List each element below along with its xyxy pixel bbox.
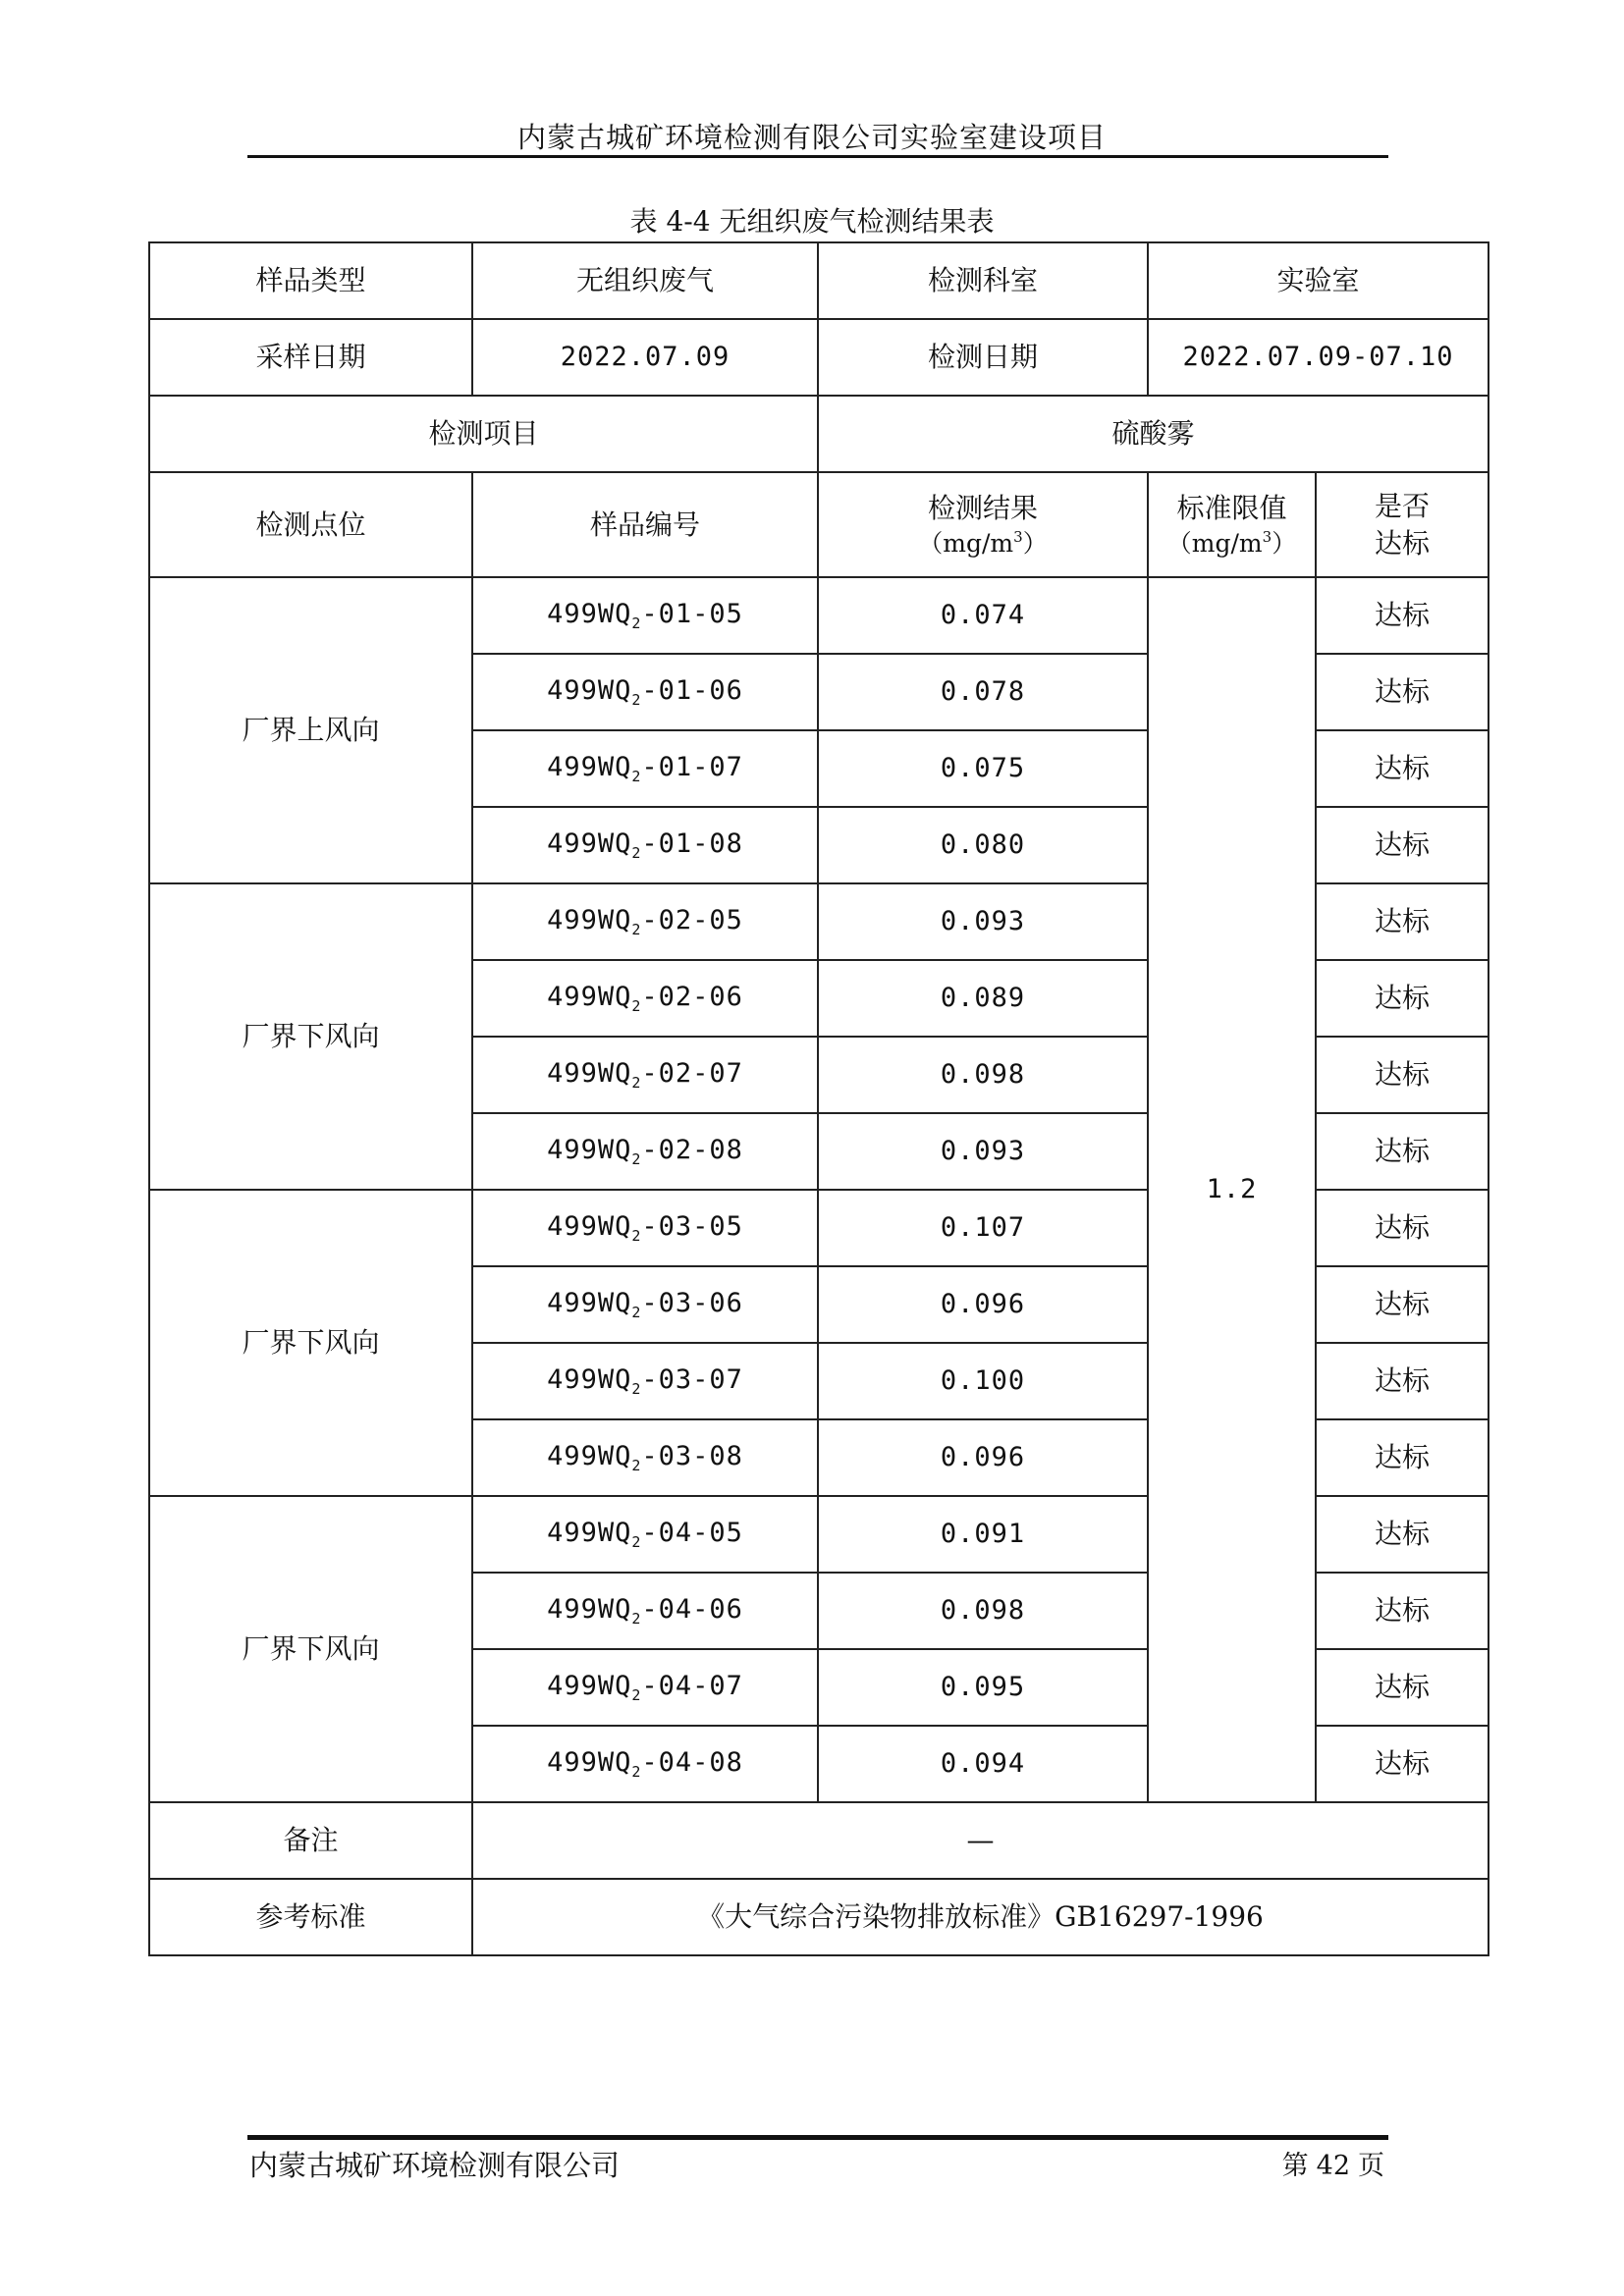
sample-id-subscript: 2 bbox=[631, 691, 642, 710]
sample-id-subscript: 2 bbox=[631, 614, 642, 633]
reference-row bbox=[149, 1879, 1489, 1955]
compliance-status-cell: 达标 bbox=[1316, 654, 1489, 730]
col-header-result-label: 检测结果 bbox=[927, 491, 1038, 524]
sample-id-cell bbox=[472, 1649, 818, 1726]
sample-id-suffix: -04-07 bbox=[641, 1671, 743, 1702]
item-label: 检测项目 bbox=[149, 396, 818, 472]
result-cell: 0.075 bbox=[818, 730, 1148, 807]
monitoring-point-cell: 厂界上风向 bbox=[149, 577, 472, 883]
compliance-status-cell: 达标 bbox=[1316, 883, 1489, 960]
sample-id-subscript: 2 bbox=[631, 1150, 642, 1169]
sample-type-label: 样品类型 bbox=[149, 242, 472, 319]
result-unit-prefix: （mg/m bbox=[918, 528, 1014, 558]
compliance-status-cell: 达标 bbox=[1316, 1419, 1489, 1496]
col-header-limit-unit bbox=[1149, 527, 1315, 561]
sample-id-suffix: -04-08 bbox=[641, 1747, 743, 1779]
sample-type-value: 无组织废气 bbox=[472, 242, 818, 319]
col-header-limit-label: 标准限值 bbox=[1176, 491, 1287, 524]
sample-id-prefix: 499WQ bbox=[547, 1135, 632, 1166]
result-cell: 0.080 bbox=[818, 807, 1148, 883]
sample-id-cell bbox=[472, 730, 818, 807]
sample-id-suffix: -01-08 bbox=[641, 828, 743, 860]
sample-id-suffix: -01-06 bbox=[641, 675, 743, 707]
sample-id-subscript: 2 bbox=[631, 844, 642, 863]
sample-id-subscript: 2 bbox=[631, 1227, 642, 1246]
result-cell: 0.096 bbox=[818, 1419, 1148, 1496]
sample-id-subscript: 2 bbox=[631, 1380, 642, 1399]
page-header-title: 内蒙古城矿环境检测有限公司实验室建设项目 bbox=[516, 121, 1107, 154]
compliance-status-cell: 达标 bbox=[1316, 807, 1489, 883]
results-table bbox=[148, 241, 1489, 1956]
test-date-label: 检测日期 bbox=[818, 319, 1148, 396]
col-header-sample-no: 样品编号 bbox=[472, 472, 818, 577]
limit-unit-sup: 3 bbox=[1262, 527, 1272, 546]
sample-id-cell bbox=[472, 1343, 818, 1419]
result-cell: 0.078 bbox=[818, 654, 1148, 730]
footer-page-prefix: 第 bbox=[1281, 2151, 1309, 2181]
sample-id-prefix: 499WQ bbox=[547, 1441, 632, 1472]
compliance-status-cell: 达标 bbox=[1316, 1113, 1489, 1190]
result-cell: 0.100 bbox=[818, 1343, 1148, 1419]
monitoring-point-cell: 厂界下风向 bbox=[149, 1496, 472, 1802]
sample-id-prefix: 499WQ bbox=[547, 1518, 632, 1549]
sample-id-cell bbox=[472, 1573, 818, 1649]
result-cell: 0.098 bbox=[818, 1573, 1148, 1649]
sample-id-prefix: 499WQ bbox=[547, 675, 632, 707]
remarks-value: — bbox=[472, 1802, 1489, 1879]
compliance-status-cell: 达标 bbox=[1316, 1496, 1489, 1573]
sample-id-suffix: -02-05 bbox=[641, 905, 743, 936]
footer-company: 内蒙古城矿环境检测有限公司 bbox=[249, 2149, 621, 2182]
sample-id-suffix: -03-07 bbox=[641, 1364, 743, 1396]
compliance-status-cell: 达标 bbox=[1316, 730, 1489, 807]
limit-value-cell: 1.2 bbox=[1148, 577, 1316, 1802]
sample-id-subscript: 2 bbox=[631, 1457, 642, 1475]
sample-id-suffix: -03-06 bbox=[641, 1288, 743, 1319]
sample-id-cell bbox=[472, 1113, 818, 1190]
table-row bbox=[149, 577, 1489, 654]
reference-value: 《大气综合污染物排放标准》GB16297-1996 bbox=[472, 1879, 1489, 1955]
sample-id-prefix: 499WQ bbox=[547, 1364, 632, 1396]
sample-id-cell bbox=[472, 654, 818, 730]
footer-page-value: 42 bbox=[1316, 2151, 1350, 2181]
sample-id-cell bbox=[472, 1496, 818, 1573]
monitoring-point-cell: 厂界下风向 bbox=[149, 883, 472, 1190]
sample-id-prefix: 499WQ bbox=[547, 752, 632, 783]
footer-page-suffix: 页 bbox=[1358, 2151, 1384, 2181]
remarks-label: 备注 bbox=[149, 1802, 472, 1879]
sample-id-prefix: 499WQ bbox=[547, 828, 632, 860]
compliance-status-cell: 达标 bbox=[1316, 1190, 1489, 1266]
sample-id-subscript: 2 bbox=[631, 1610, 642, 1629]
sample-id-suffix: -04-05 bbox=[641, 1518, 743, 1549]
sample-id-cell bbox=[472, 1037, 818, 1113]
sample-id-prefix: 499WQ bbox=[547, 905, 632, 936]
footer-rule bbox=[247, 2135, 1388, 2140]
sample-id-cell bbox=[472, 577, 818, 654]
result-unit-sup: 3 bbox=[1013, 527, 1023, 546]
limit-unit-prefix: （mg/m bbox=[1166, 528, 1263, 558]
sample-id-cell bbox=[472, 883, 818, 960]
remarks-row bbox=[149, 1802, 1489, 1879]
meta-row-2 bbox=[149, 319, 1489, 396]
col-header-limit bbox=[1148, 472, 1316, 577]
sample-id-subscript: 2 bbox=[631, 997, 642, 1016]
compliance-status-cell: 达标 bbox=[1316, 577, 1489, 654]
table-caption: 表 4-4 无组织废气检测结果表 bbox=[629, 205, 995, 238]
sample-id-cell bbox=[472, 1190, 818, 1266]
column-header-row bbox=[149, 472, 1489, 577]
col-header-compliant-line1: 是否 bbox=[1375, 489, 1431, 522]
result-cell: 0.094 bbox=[818, 1726, 1148, 1802]
sample-id-prefix: 499WQ bbox=[547, 1058, 632, 1090]
sample-id-subscript: 2 bbox=[631, 1533, 642, 1552]
compliance-status-cell: 达标 bbox=[1316, 1649, 1489, 1726]
sample-id-suffix: -01-05 bbox=[641, 599, 743, 630]
sample-id-prefix: 499WQ bbox=[547, 1211, 632, 1243]
item-value: 硫酸雾 bbox=[818, 396, 1489, 472]
result-cell: 0.096 bbox=[818, 1266, 1148, 1343]
col-header-compliant-line2: 达标 bbox=[1375, 526, 1431, 560]
sample-id-suffix: -04-06 bbox=[641, 1594, 743, 1626]
test-date-value: 2022.07.09-07.10 bbox=[1148, 319, 1489, 396]
reference-label: 参考标准 bbox=[149, 1879, 472, 1955]
compliance-status-cell: 达标 bbox=[1316, 1726, 1489, 1802]
meta-row-3 bbox=[149, 396, 1489, 472]
sample-id-suffix: -03-08 bbox=[641, 1441, 743, 1472]
sample-id-prefix: 499WQ bbox=[547, 1671, 632, 1702]
result-cell: 0.093 bbox=[818, 883, 1148, 960]
col-header-result-unit bbox=[819, 527, 1147, 561]
sampling-date-label: 采样日期 bbox=[149, 319, 472, 396]
sample-id-suffix: -01-07 bbox=[641, 752, 743, 783]
results-table-body bbox=[149, 242, 1489, 1955]
meta-row-1 bbox=[149, 242, 1489, 319]
sample-id-subscript: 2 bbox=[631, 1304, 642, 1322]
sample-id-subscript: 2 bbox=[631, 1686, 642, 1705]
lab-label: 检测科室 bbox=[818, 242, 1148, 319]
sample-id-subscript: 2 bbox=[631, 921, 642, 939]
sample-id-cell bbox=[472, 1419, 818, 1496]
result-cell: 0.074 bbox=[818, 577, 1148, 654]
compliance-status-cell: 达标 bbox=[1316, 1037, 1489, 1113]
result-unit-suffix: ） bbox=[1022, 528, 1048, 558]
result-cell: 0.098 bbox=[818, 1037, 1148, 1113]
sample-id-cell bbox=[472, 960, 818, 1037]
sample-id-suffix: -02-08 bbox=[641, 1135, 743, 1166]
sample-id-subscript: 2 bbox=[631, 1074, 642, 1093]
sampling-date-value: 2022.07.09 bbox=[472, 319, 818, 396]
sample-id-suffix: -02-07 bbox=[641, 1058, 743, 1090]
sample-id-cell bbox=[472, 1266, 818, 1343]
sample-id-prefix: 499WQ bbox=[547, 599, 632, 630]
result-cell: 0.089 bbox=[818, 960, 1148, 1037]
sample-id-cell bbox=[472, 807, 818, 883]
col-header-compliant bbox=[1316, 472, 1489, 577]
footer-page-number bbox=[1278, 2144, 1388, 2182]
sample-id-subscript: 2 bbox=[631, 1763, 642, 1782]
compliance-status-cell: 达标 bbox=[1316, 1343, 1489, 1419]
col-header-result bbox=[818, 472, 1148, 577]
lab-value: 实验室 bbox=[1148, 242, 1489, 319]
sample-id-cell bbox=[472, 1726, 818, 1802]
compliance-status-cell: 达标 bbox=[1316, 1573, 1489, 1649]
header-rule bbox=[247, 155, 1388, 158]
limit-unit-suffix: ） bbox=[1272, 528, 1297, 558]
monitoring-point-cell: 厂界下风向 bbox=[149, 1190, 472, 1496]
sample-id-suffix: -03-05 bbox=[641, 1211, 743, 1243]
result-cell: 0.093 bbox=[818, 1113, 1148, 1190]
result-cell: 0.091 bbox=[818, 1496, 1148, 1573]
sample-id-prefix: 499WQ bbox=[547, 982, 632, 1013]
compliance-status-cell: 达标 bbox=[1316, 960, 1489, 1037]
sample-id-prefix: 499WQ bbox=[547, 1594, 632, 1626]
sample-id-prefix: 499WQ bbox=[547, 1288, 632, 1319]
compliance-status-cell: 达标 bbox=[1316, 1266, 1489, 1343]
result-cell: 0.107 bbox=[818, 1190, 1148, 1266]
sample-id-suffix: -02-06 bbox=[641, 982, 743, 1013]
sample-id-prefix: 499WQ bbox=[547, 1747, 632, 1779]
result-cell: 0.095 bbox=[818, 1649, 1148, 1726]
col-header-point: 检测点位 bbox=[149, 472, 472, 577]
sample-id-subscript: 2 bbox=[631, 768, 642, 786]
